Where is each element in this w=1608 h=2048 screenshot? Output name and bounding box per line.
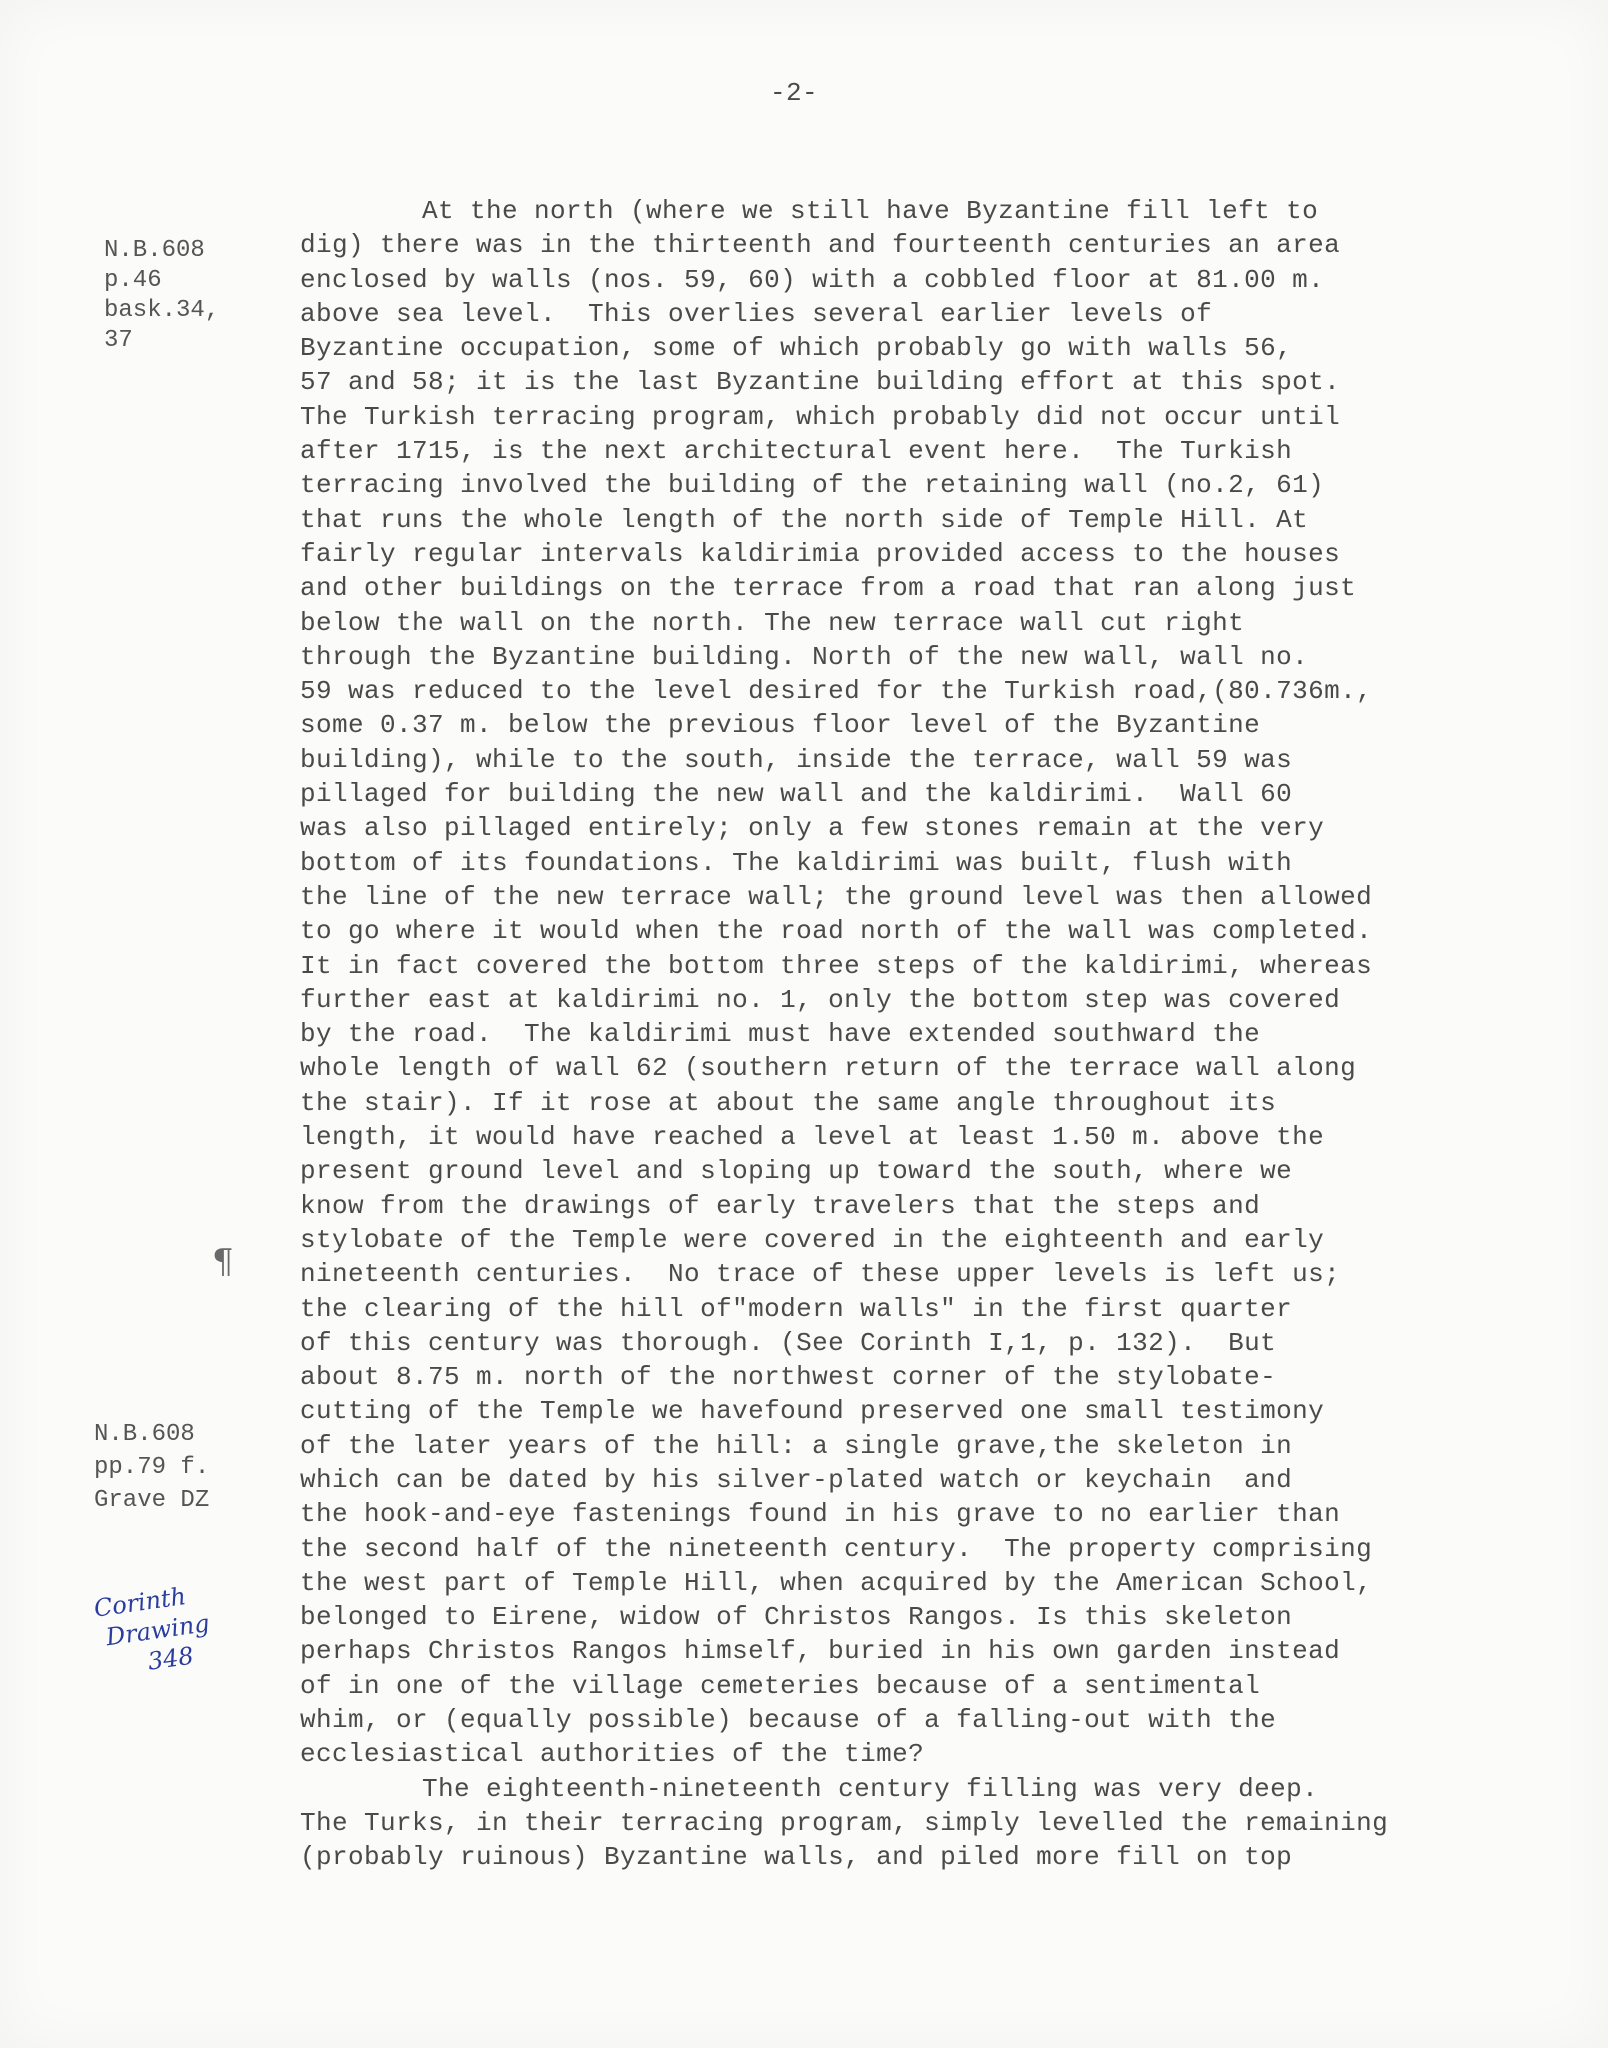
text-line: It in fact covered the bottom three steps of the kaldirimi, whereas xyxy=(300,950,1373,981)
handwritten-line: 348 xyxy=(146,1641,196,1676)
handwritten-line: Corinth xyxy=(92,1582,188,1623)
text-line: after 1715, is the next architectural event here. The Turkish xyxy=(300,436,1293,467)
text-line: dig) there was in the thirteenth and fourteenth centuries an area xyxy=(300,230,1341,261)
body-text xyxy=(300,194,1590,1875)
text-line: the clearing of the hill of"modern walls" in the first quarter xyxy=(300,1293,1293,1324)
paragraph-mark-annotation: ¶ xyxy=(212,1242,234,1282)
handwritten-line: Drawing xyxy=(104,1609,212,1652)
text-line: of this century was thorough. (See Corinth I,1, p. 132). But xyxy=(300,1327,1277,1358)
text-line: enclosed by walls (nos. 59, 60) with a cobbled floor at 81.00 m. xyxy=(300,264,1325,295)
text-line: length, it would have reached a level at least 1.50 m. above the xyxy=(300,1122,1325,1153)
text-line: pillaged for building the new wall and the kaldirimi. Wall 60 xyxy=(300,779,1293,810)
text-line: 57 and 58; it is the last Byzantine building effort at this spot. xyxy=(300,367,1341,398)
text-line: 59 was reduced to the level desired for the Turkish road,(80.736m., xyxy=(300,676,1373,707)
text-line: above sea level. This overlies several earlier levels of xyxy=(300,298,1213,329)
text-line: the hook-and-eye fastenings found in his grave to no earlier than xyxy=(300,1499,1341,1530)
text-line: The Turkish terracing program, which probably did not occur until xyxy=(300,401,1341,432)
text-line: which can be dated by his silver-plated watch or keychain and xyxy=(300,1464,1293,1495)
text-line: terracing involved the building of the retaining wall (no.2, 61) xyxy=(300,470,1325,501)
text-line: of in one of the village cemeteries because of a sentimental xyxy=(300,1670,1261,1701)
margin-note-grave-ref: N.B.608 pp.79 f. Grave DZ xyxy=(94,1421,210,1514)
text-line: fairly regular intervals kaldirimia provided access to the houses xyxy=(300,538,1341,569)
text-line: ecclesiastical authorities of the time? xyxy=(300,1739,925,1770)
text-line: the stair). If it rose at about the same angle throughout its xyxy=(300,1087,1277,1118)
text-line: that runs the whole length of the north side of Temple Hill. At xyxy=(300,504,1309,535)
text-line: and other buildings on the terrace from a road that ran along just xyxy=(300,573,1357,604)
text-line: present ground level and sloping up toward the south, where we xyxy=(300,1156,1293,1187)
text-line: about 8.75 m. north of the northwest corner of the stylobate- xyxy=(300,1362,1277,1393)
text-line: whole length of wall 62 (southern return of the terrace wall along xyxy=(300,1053,1357,1084)
text-line: stylobate of the Temple were covered in the eighteenth and early xyxy=(300,1224,1325,1255)
text-line: was also pillaged entirely; only a few stones remain at the very xyxy=(300,813,1325,844)
text-line: the line of the new terrace wall; the ground level was then allowed xyxy=(300,881,1373,912)
text-line: by the road. The kaldirimi must have extended southward the xyxy=(300,1019,1261,1050)
text-line: Byzantine occupation, some of which probably go with walls 56, xyxy=(300,333,1293,364)
text-line: some 0.37 m. below the previous floor level of the Byzantine xyxy=(300,710,1261,741)
text-line: At the north (where we still have Byzantine fill left to xyxy=(422,196,1319,226)
text-line: the west part of Temple Hill, when acquired by the American School, xyxy=(300,1567,1373,1598)
text-line: the second half of the nineteenth century. The property comprising xyxy=(300,1533,1373,1564)
text-line: of the later years of the hill: a single grave,the skeleton in xyxy=(300,1430,1293,1461)
text-line: The eighteenth-nineteenth century filling was very deep. xyxy=(422,1773,1319,1804)
text-line: to go where it would when the road north of the wall was completed. xyxy=(300,916,1373,947)
text-line: nineteenth centuries. No trace of these upper levels is left us; xyxy=(300,1259,1341,1290)
text-line: building), while to the south, inside the terrace, wall 59 was xyxy=(300,744,1293,775)
text-line: further east at kaldirimi no. 1, only the bottom step was covered xyxy=(300,984,1341,1015)
text-line: The Turks, in their terracing program, simply levelled the remaining xyxy=(300,1807,1389,1838)
text-line: (probably ruinous) Byzantine walls, and piled more fill on top xyxy=(300,1842,1293,1873)
text-line: belonged to Eirene, widow of Christos Rangos. Is this skeleton xyxy=(300,1602,1293,1633)
page-number: -2- xyxy=(770,78,819,108)
handwritten-drawing-note xyxy=(92,1578,215,1683)
text-line: cutting of the Temple we havefound preserved one small testimony xyxy=(300,1396,1325,1427)
text-line: whim, or (equally possible) because of a falling-out with the xyxy=(300,1705,1277,1736)
text-line: below the wall on the north. The new terrace wall cut right xyxy=(300,607,1245,638)
text-line: bottom of its foundations. The kaldirimi was built, flush with xyxy=(300,847,1293,878)
text-line: through the Byzantine building. North of the new wall, wall no. xyxy=(300,641,1309,672)
text-line: know from the drawings of early travelers that the steps and xyxy=(300,1190,1261,1221)
margin-note-notebook-ref: N.B.608 p.46 bask.34, 37 xyxy=(104,237,220,354)
text-line: perhaps Christos Rangos himself, buried in his own garden instead xyxy=(300,1636,1341,1667)
